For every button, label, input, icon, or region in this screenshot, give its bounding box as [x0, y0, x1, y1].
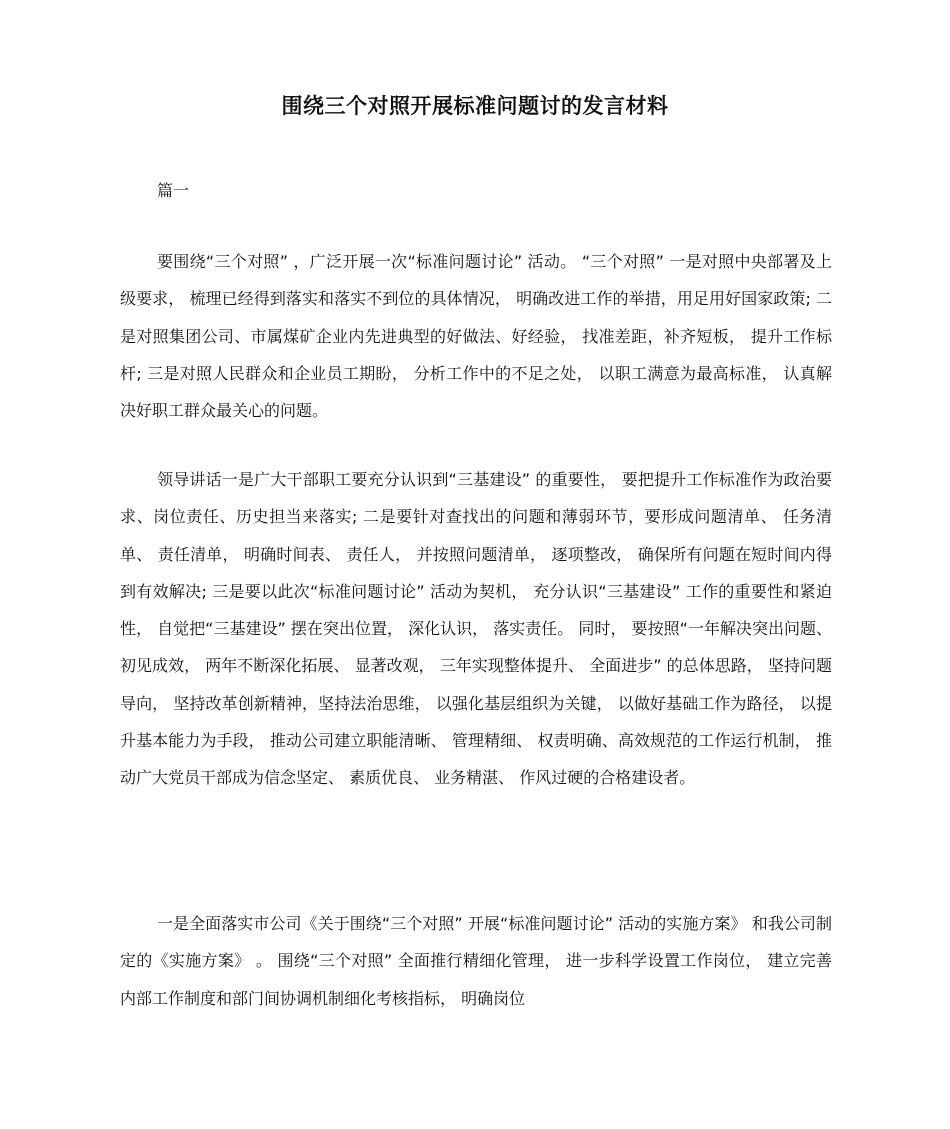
section-label: 篇一 — [157, 181, 190, 200]
paragraph-2: 领导讲话一是广大干部职工要充分认识到“三基建设” 的重要性， 要把提升工作标准作为政治要求、岗位责任、历史担当来落实; 二是要针对查找出的问题和薄弱环节，要形成问题清单、 任务清单、 责任清单， 明确时间表、 责任人， 并按照问题清单， 逐项整改， 确保所有问题在短时间内得到有效解决; 三是要以此次“标准问题讨论” 活动为契机， 充分认识“三基建设” 工作的重要性和紧迫性， 自觉把“三基建设” 摆在突出位置， 深化认识， 落实责任。 同时， 要按照“一年解决突出问题、 初见成效， 两年不断深化拓展、 显著改观， 三年实现整体提升、 全面进步” 的总体思路， 坚持问题导向， 坚持改革创新精神，坚持法治思维， 以强化基层组织为关键， 以做好基础工作为路径， 以提升基本能力为手段， 推动公司建立职能清晰、 管理精细、 权责明确、高效规范的工作运行机制， 推动广大党员干部成为信念坚定、 素质优良、 业务精湛、 作风过硬的合格建设者。 — [120, 470, 832, 788]
paragraph-3: 一是全面落实市公司《关于围绕“三个对照” 开展“标准问题讨论” 活动的实施方案》 和我公司制定的《实施方案》 。 围绕“三个对照” 全面推行精细化管理， 进一步科学设置工作岗位， 建立完善内部工作制度和部门间协调机制细化考核指标， 明确岗位 — [120, 914, 832, 1008]
paragraph-1: 要围绕“三个对照” ，广泛开展一次“标准问题讨论” 活动。 “三个对照” 一是对照中央部署及上级要求， 梳理已经得到落实和落实不到位的具体情况， 明确改进工作的举措，用足用好国家政策; 二是对照集团公司、市属煤矿企业内先进典型的好做法、好经验， 找准差距，补齐短板， 提升工作标杆; 三是对照人民群众和企业员工期盼， 分析工作中的不足之处， 以职工满意为最高标准， 认真解决好职工群众最关心的问题。 — [120, 252, 832, 421]
document-title: 围绕三个对照开展标准问题讨的发言材料 — [281, 94, 669, 118]
